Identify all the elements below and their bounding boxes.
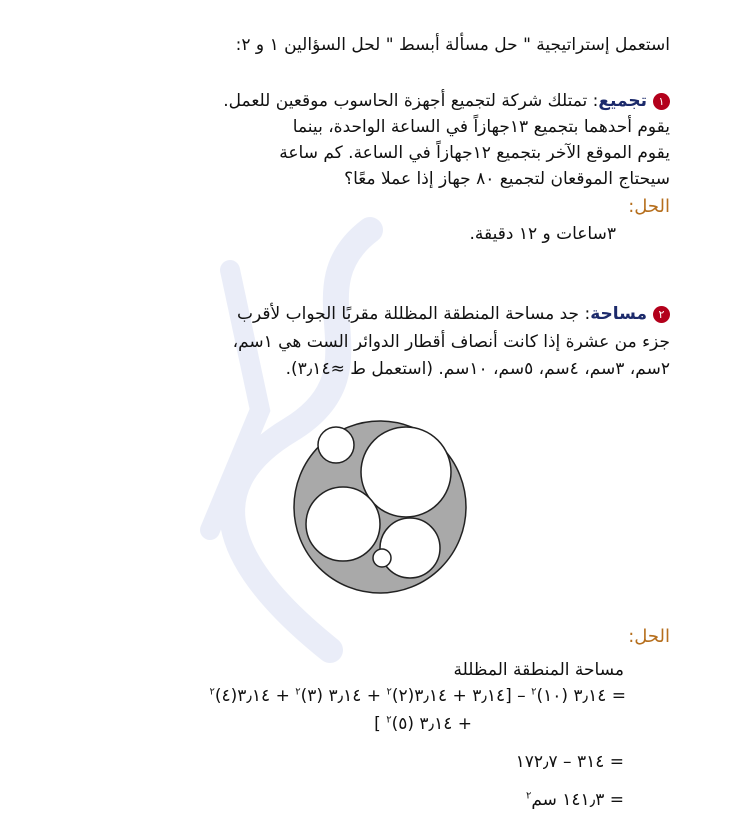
question-1-solution-label: الحل: bbox=[628, 196, 670, 217]
question-1-number-badge: ١ bbox=[653, 93, 670, 110]
circle-radius-1 bbox=[373, 549, 391, 567]
work-term-5: + ٣٫١٤ (٥) bbox=[391, 714, 472, 734]
question-2-text-1: جد مساحة المنطقة المظللة مقربًا الجواب لأقرب bbox=[236, 304, 585, 324]
question-1-text-1: تمتلك شركة لتجميع أجهزة الحاسوب موقعين للعمل. bbox=[223, 91, 593, 111]
work-term-4: + ٣٫١٤(٤) bbox=[214, 686, 296, 706]
squared: ٢ bbox=[209, 686, 215, 698]
squared: ٢ bbox=[295, 686, 301, 698]
question-2-text-3: ٢سم، ٣سم، ٤سم، ٥سم، ١٠سم. (استعمل ط ≈٣٫١٤). bbox=[285, 359, 670, 379]
circles-diagram bbox=[290, 402, 470, 612]
work-term-3: + ٣٫١٤ (٣) bbox=[300, 686, 387, 706]
question-1-text-2: يقوم أحدهما بتجميع ١٣جهازاً في الساعة الواحدة، بينما bbox=[292, 117, 670, 137]
question-2-number-badge: ٢ bbox=[653, 306, 670, 323]
work-heading: مساحة المنطقة المظللة bbox=[453, 660, 624, 680]
question-1-colon: : bbox=[592, 91, 599, 111]
work-line-1 bbox=[209, 686, 626, 706]
squared: ٢ bbox=[525, 790, 532, 802]
squared: ٢ bbox=[386, 714, 392, 726]
question-2-text-2: جزء من عشرة إذا كانت أنصاف أقطار الدوائر الست هي ١سم، bbox=[232, 332, 670, 352]
question-2-line-1 bbox=[237, 303, 670, 325]
question-1-line-1 bbox=[223, 90, 670, 112]
question-1-text-4: سيحتاج الموقعان لتجميع ٨٠ جهاز إذا عملا معًا؟ bbox=[344, 169, 670, 189]
work-term-outer: = ٣٫١٤ (١٠) bbox=[536, 686, 626, 706]
work-line-2 bbox=[374, 714, 472, 734]
intro-instruction: استعمل إستراتيجية " حل مسألة أبسط " لحل السؤالين ١ و ٢: bbox=[235, 35, 670, 55]
work-term-1-2: – [٣٫١٤ + ٣٫١٤(٢) bbox=[391, 686, 532, 706]
question-1-text-3: يقوم الموقع الآخر بتجميع ١٢جهازاً في الساعة. كم ساعة bbox=[279, 143, 670, 163]
question-2-colon: : bbox=[584, 304, 591, 324]
question-1-answer: ٣ساعات و ١٢ دقيقة. bbox=[469, 224, 616, 244]
work-line-4 bbox=[526, 790, 624, 810]
squared: ٢ bbox=[531, 686, 537, 698]
final-answer: = ١٤١٫٣ سم bbox=[531, 790, 624, 810]
question-1-keyword: تجميع bbox=[598, 91, 647, 111]
squared: ٢ bbox=[386, 686, 392, 698]
work-line-3: = ٣١٤ – ١٧٢٫٧ bbox=[515, 752, 624, 772]
closing-bracket: ] bbox=[374, 714, 387, 734]
circle-radius-2 bbox=[318, 427, 354, 463]
circle-radius-4 bbox=[306, 487, 380, 561]
circle-radius-3 bbox=[380, 518, 440, 578]
question-2-solution-label: الحل: bbox=[628, 626, 670, 647]
question-2-keyword: مساحة bbox=[590, 304, 647, 324]
